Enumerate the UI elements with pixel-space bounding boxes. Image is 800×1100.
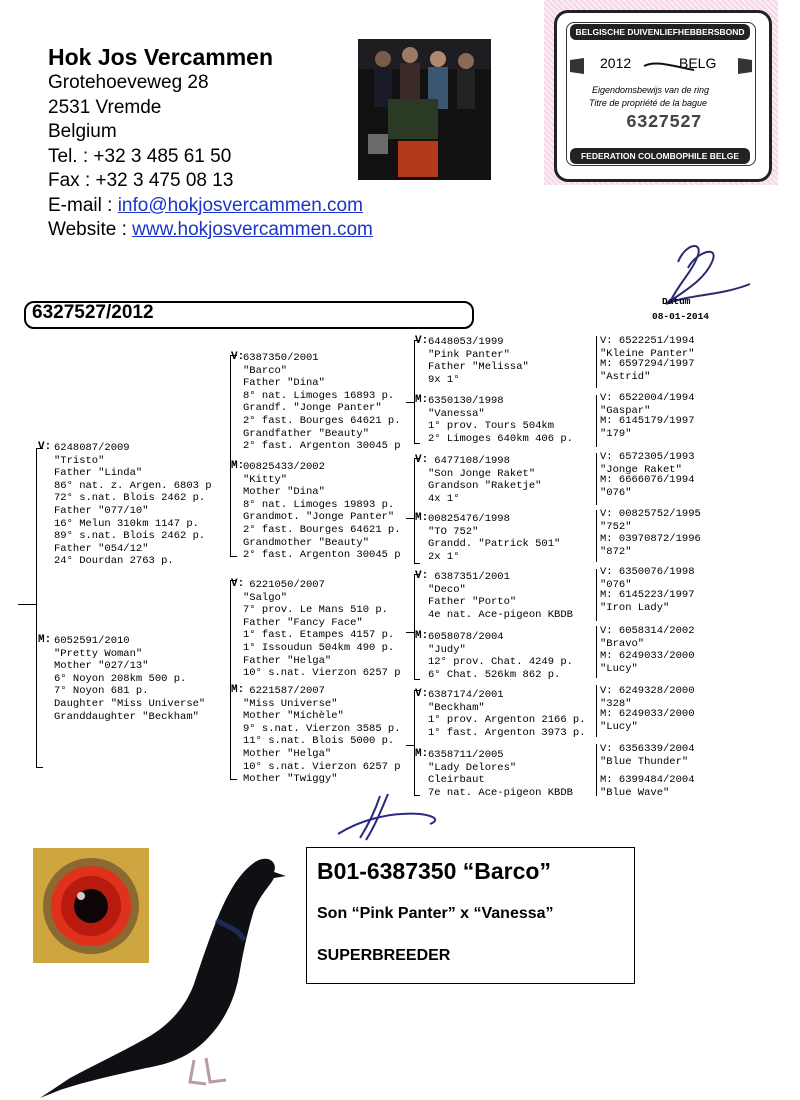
bracket-g4-4 <box>596 510 597 562</box>
pedigree-line: Mother "027/13" <box>54 660 149 673</box>
pedigree-g4-11 <box>600 625 695 650</box>
website-line: Website : www.hokjosvercammen.com <box>48 219 373 240</box>
pedigree-line: 2° fast. Argenton 30045 p <box>243 440 401 453</box>
pedigree-line: 6387350/2001 <box>243 352 319 364</box>
pedigree-line: V: 6058314/2002 <box>600 625 695 637</box>
pedigree-line: 1° Issoudun 504km 490 p. <box>243 641 395 654</box>
pedigree-line: 00825476/1998 <box>428 513 510 525</box>
pedigree-father <box>54 442 212 568</box>
pedigree-line: "Lucy" <box>600 662 638 675</box>
telephone: Tel. : +32 3 485 61 50 <box>48 145 232 167</box>
signature-label: Datum <box>662 296 691 307</box>
pedigree-line: Father "Dina" <box>243 377 325 390</box>
signature-date: 08-01-2014 <box>652 311 710 322</box>
pedigree-g4-15 <box>600 743 695 768</box>
pedigree-line: "328" <box>600 697 632 710</box>
pedigree-line: "Lady Delores" <box>428 761 517 774</box>
pedigree-line: "Salgo" <box>243 591 288 604</box>
breeder-address <box>48 44 373 243</box>
pedigree-line: 6221587/2007 <box>243 685 325 697</box>
breeder-name: Hok Jos Vercammen <box>48 44 274 70</box>
pedigree-line: 6° Chat. 526km 862 p. <box>428 668 561 681</box>
pedigree-g4-8 <box>600 533 701 558</box>
pedigree-g4-5 <box>600 451 695 476</box>
pedigree-line: "752" <box>600 520 632 533</box>
website-link[interactable]: www.hokjosvercammen.com <box>132 219 373 240</box>
pedigree-line: M: 6145223/1997 <box>600 589 695 601</box>
info-box <box>306 847 635 984</box>
info-box-subtitle: Son “Pink Panter” x “Vanessa” <box>317 905 554 922</box>
email-line: E-mail : info@hokjosvercammen.com <box>48 194 363 216</box>
pedigree-line: 1° prov. Argenton 2166 p. <box>428 714 586 727</box>
pedigree-g3-7 <box>428 689 586 739</box>
pedigree-line: Mother "Twiggy" <box>243 773 338 786</box>
pedigree-line: M: 6249033/2000 <box>600 708 695 720</box>
pedigree-line: "Miss Universe" <box>243 697 338 710</box>
pedigree-line: Grandf. "Jonge Panter" <box>243 402 382 415</box>
certificate-year: 2012 <box>600 55 632 71</box>
info-box-title: B01-6387350 “Barco” <box>317 858 551 884</box>
pedigree-g4-13 <box>600 685 695 710</box>
pedigree-line: 7° Noyon 681 p. <box>54 685 149 698</box>
pedigree-g4-7 <box>600 508 701 533</box>
pedigree-line: 6248087/2009 <box>54 442 130 454</box>
pedigree-line: 2° Limoges 640km 406 p. <box>428 432 573 445</box>
pedigree-g3-1 <box>428 336 529 386</box>
pedigree-g3-4 <box>428 513 560 563</box>
pedigree-g3-6 <box>428 631 573 681</box>
bracket-g4-8 <box>596 744 597 796</box>
pedigree-line: 6477108/1998 <box>428 455 510 467</box>
pedigree-g4-3 <box>600 392 695 417</box>
certificate-country: BELG <box>679 55 717 71</box>
pedigree-grandfather-maternal <box>243 579 401 680</box>
pedigree-line: Father "Linda" <box>54 467 143 480</box>
pedigree-line: 2° fast. Argenton 30045 p <box>243 549 401 562</box>
pedigree-line: "Beckham" <box>428 701 485 714</box>
pedigree-line: Grandson "Raketje" <box>428 480 542 493</box>
pigeon-silhouette <box>30 840 290 1100</box>
pedigree-line: M: 6597294/1997 <box>600 358 695 370</box>
pedigree-line: 10° s.nat. Vierzon 6257 p <box>243 667 401 680</box>
pedigree-g4-6 <box>600 474 695 499</box>
pedigree-line: Mother "Dina" <box>243 486 325 499</box>
pedigree-line: "Blue Wave" <box>600 786 670 799</box>
pedigree-line: "Son Jonge Raket" <box>428 467 536 480</box>
bracket-g4-2 <box>596 395 597 447</box>
pedigree-line: 6058078/2004 <box>428 631 504 643</box>
pedigree-line: 7° prov. Le Mans 510 p. <box>243 604 388 617</box>
pedigree-line: "Judy" <box>428 643 466 656</box>
bracket-g4-3 <box>596 453 597 505</box>
pedigree-g4-14 <box>600 708 695 733</box>
certificate-decor <box>544 0 778 185</box>
pedigree-line: "872" <box>600 545 632 558</box>
pedigree-line: M: 03970872/1996 <box>600 533 701 545</box>
sex-marker-m: M: <box>38 634 52 646</box>
pedigree-line: V: 6522251/1994 <box>600 335 695 347</box>
pedigree-line: 11° s.nat. Blois 5000 p. <box>243 735 395 748</box>
pedigree-line: "Deco" <box>428 583 466 596</box>
pedigree-line: Father "Melissa" <box>428 361 529 374</box>
pedigree-line: M: 6145179/1997 <box>600 415 695 427</box>
bracket-g4-5 <box>596 569 597 621</box>
pedigree-grandmother-paternal <box>243 461 401 562</box>
pedigree-g4-2 <box>600 358 695 383</box>
pedigree-line: 6350130/1998 <box>428 395 504 407</box>
pedigree-mother <box>54 635 205 723</box>
bracket-g1 <box>36 448 43 768</box>
pedigree-line: 4e nat. Ace-pigeon KBDB <box>428 608 573 621</box>
pedigree-line: 00825433/2002 <box>243 461 325 473</box>
pedigree-line: 6448053/1999 <box>428 336 504 348</box>
pedigree-line: 1° fast. Etampes 4157 p. <box>243 629 395 642</box>
pedigree-line: M: 6249033/2000 <box>600 650 695 662</box>
pedigree-line: Father "Porto" <box>428 596 517 609</box>
pedigree-line: V: 6249328/2000 <box>600 685 695 697</box>
pedigree-g4-10 <box>600 589 695 614</box>
pedigree-line: 86° nat. z. Argen. 6803 p <box>54 479 212 492</box>
pedigree-line: V: 6350076/1998 <box>600 566 695 578</box>
pedigree-line: 7e nat. Ace-pigeon KBDB <box>428 786 573 799</box>
pedigree-line: "TO 752" <box>428 525 479 538</box>
pedigree-line: "179" <box>600 427 632 440</box>
pedigree-line: Mother "Helga" <box>243 747 332 760</box>
pedigree-grandmother-maternal <box>243 685 401 786</box>
pedigree-line: "Lucy" <box>600 720 638 733</box>
pedigree-line: "076" <box>600 486 632 499</box>
pedigree-line: 6221050/2007 <box>243 579 325 591</box>
pedigree-line: V: 00825752/1995 <box>600 508 701 520</box>
pedigree-line: 12° prov. Chat. 4249 p. <box>428 656 573 669</box>
bracket-g4-7 <box>596 685 597 737</box>
pedigree-line: "Bravo" <box>600 637 645 650</box>
bracket-g3-1 <box>414 340 420 444</box>
email-link[interactable]: info@hokjosvercammen.com <box>117 194 363 216</box>
pedigree-line: "Jonge Raket" <box>600 463 682 476</box>
pedigree-line: 8° nat. Limoges 16893 p. <box>243 389 395 402</box>
pedigree-line: "Pretty Woman" <box>54 647 143 660</box>
root-connector <box>18 604 36 605</box>
pedigree-line: M: 6666076/1994 <box>600 474 695 486</box>
pedigree-g4-4 <box>600 415 695 440</box>
bracket-g3-3 <box>414 574 420 680</box>
bracket-g3-4 <box>414 690 420 796</box>
pedigree-line: 2° fast. Bourges 64621 p. <box>243 414 401 427</box>
pedigree-line: Father "077/10" <box>54 504 149 517</box>
bracket-g3-2 <box>414 458 420 564</box>
fax: Fax : +32 3 475 08 13 <box>48 170 234 191</box>
pedigree-line: 16° Melun 310km 1147 p. <box>54 517 199 530</box>
pedigree-line: Father "Fancy Face" <box>243 616 363 629</box>
pedigree-g4-1 <box>600 335 695 360</box>
pedigree-line: "Kleine Panter" <box>600 347 695 360</box>
pedigree-line: 6358711/2005 <box>428 749 504 761</box>
pedigree-g4-16 <box>600 774 695 799</box>
pedigree-line: Granddaughter "Beckham" <box>54 710 199 723</box>
team-photo <box>358 39 491 180</box>
pedigree-line: "Vanessa" <box>428 407 485 420</box>
ring-title: 6327527/2012 <box>32 302 154 323</box>
pedigree-line: Grandmot. "Jonge Panter" <box>243 511 395 524</box>
country: Belgium <box>48 121 117 142</box>
ring-certificate <box>544 0 778 185</box>
pedigree-line: 24° Dourdan 2763 p. <box>54 555 174 568</box>
certificate-org-fr: FEDERATION COLOMBOPHILE BELGE <box>570 148 750 164</box>
pedigree-line: "Astrid" <box>600 370 651 383</box>
pedigree-line: Father "Helga" <box>243 654 332 667</box>
pedigree-line: 6° Noyon 208km 500 p. <box>54 672 187 685</box>
pedigree-line: 9x 1° <box>428 373 460 386</box>
bracket-g2-father <box>230 355 237 557</box>
pedigree-line: 6387174/2001 <box>428 689 504 701</box>
pedigree-line: V: 6572305/1993 <box>600 451 695 463</box>
pedigree-line: "076" <box>600 578 632 591</box>
signature-scribble-icon <box>330 790 450 850</box>
pedigree-line: 8° nat. Limoges 19893 p. <box>243 498 395 511</box>
info-box-tag: SUPERBREEDER <box>317 947 451 964</box>
pedigree-line: 4x 1° <box>428 492 460 505</box>
bracket-g4-1 <box>596 336 597 388</box>
pedigree-line: 2° fast. Bourges 64621 p. <box>243 523 401 536</box>
pedigree-line: Grandfather "Beauty" <box>243 427 370 440</box>
pedigree-g3-3 <box>428 455 541 505</box>
certificate-org-nl: BELGISCHE DUIVENLIEFHEBBERSBOND <box>570 24 750 40</box>
pedigree-line: "Pink Panter" <box>428 348 510 361</box>
pedigree-line: V: 6356339/2004 <box>600 743 695 755</box>
pedigree-line: Daughter "Miss Universe" <box>54 697 206 710</box>
bracket-g2-mother <box>230 580 237 780</box>
pedigree-line: Cleirbaut <box>428 774 485 787</box>
certificate-line-nl: Eigendomsbewijs van de ring <box>592 85 710 95</box>
street: Grotehoeveweg 28 <box>48 72 209 93</box>
pedigree-line: "Blue Thunder" <box>600 755 689 768</box>
pedigree-line: 6052591/2010 <box>54 635 130 647</box>
certificate-line-fr: Titre de propriété de la bague <box>589 98 707 108</box>
pedigree-line: 9° s.nat. Vierzon 3585 p. <box>243 722 401 735</box>
pedigree-line: "Gaspar" <box>600 404 651 417</box>
sex-marker-v: V: <box>38 441 52 453</box>
pedigree-line: "Barco" <box>243 364 288 377</box>
pedigree-line: 1° prov. Tours 504km <box>428 420 555 433</box>
pedigree-grandfather-paternal <box>243 352 401 453</box>
pedigree-g3-5 <box>428 571 573 621</box>
pedigree-line: Mother "Michèle" <box>243 710 344 723</box>
pedigree-line: 2x 1° <box>428 550 460 563</box>
pedigree-line: "Iron Lady" <box>600 601 670 614</box>
pedigree-line: 6387351/2001 <box>428 571 510 583</box>
pedigree-line: 72° s.nat. Blois 2462 p. <box>54 492 206 505</box>
signature-stamp <box>630 238 770 328</box>
pedigree-line: Father "054/12" <box>54 542 149 555</box>
pedigree-line: 10° s.nat. Vierzon 6257 p <box>243 760 401 773</box>
city: 2531 Vremde <box>48 96 162 118</box>
pedigree-g3-2 <box>428 395 573 445</box>
pedigree-line: Grandmother "Beauty" <box>243 536 370 549</box>
pedigree-g4-9 <box>600 566 695 591</box>
pedigree-line: "Kitty" <box>243 473 288 486</box>
bracket-g4-6 <box>596 626 597 678</box>
pedigree-line: M: 6399484/2004 <box>600 774 695 786</box>
pedigree-line: V: 6522004/1994 <box>600 392 695 404</box>
pedigree-line: 89° s.nat. Blois 2462 p. <box>54 530 206 543</box>
pedigree-line: 1° fast. Argenton 3973 p. <box>428 726 586 739</box>
certificate-ring-number: 6327527 <box>626 113 702 133</box>
pedigree-line: "Tristo" <box>54 454 105 467</box>
pedigree-g4-12 <box>600 650 695 675</box>
pedigree-line: Grandd. "Patrick 501" <box>428 538 561 551</box>
